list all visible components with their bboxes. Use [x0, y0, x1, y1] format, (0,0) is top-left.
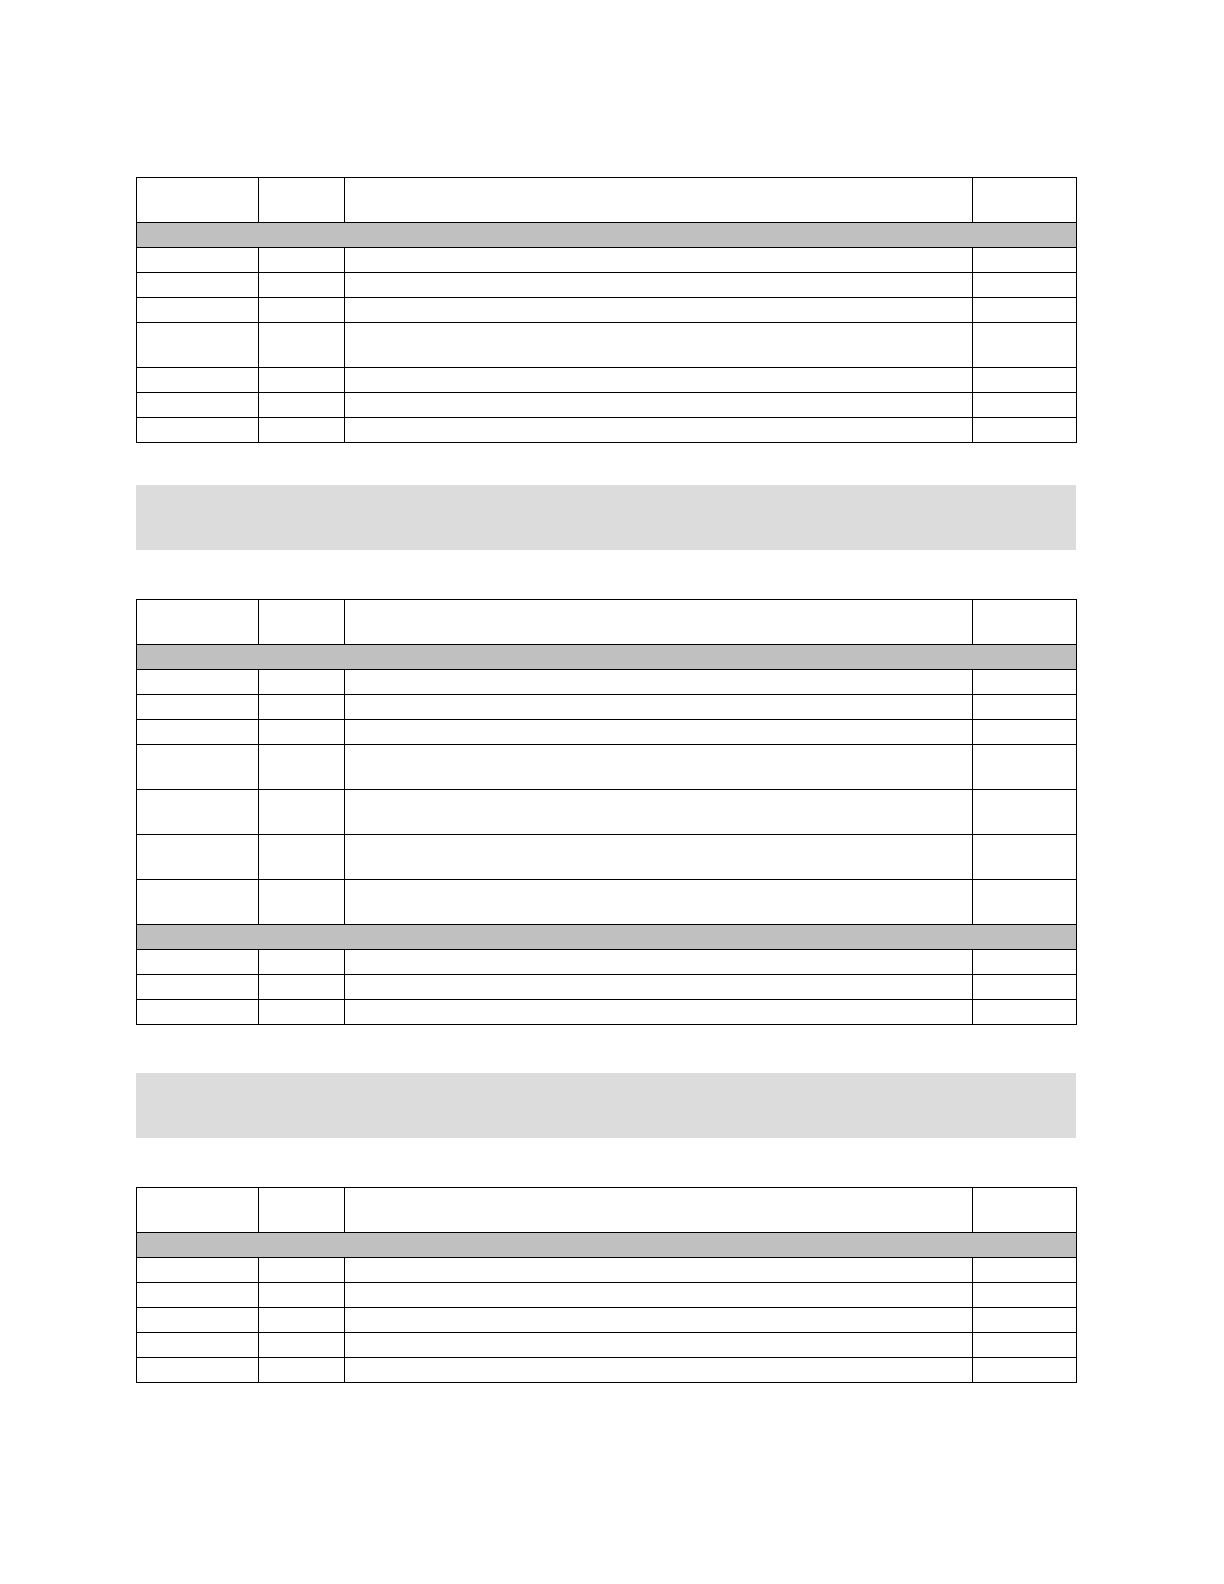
table-cell	[973, 298, 1077, 323]
table-cell	[259, 1358, 345, 1383]
table-cell	[137, 273, 259, 298]
table-row	[137, 248, 1077, 273]
table-3	[136, 1187, 1077, 1383]
table-cell	[259, 790, 345, 835]
table-cell	[259, 745, 345, 790]
table-cell	[259, 720, 345, 745]
table-cell	[137, 1308, 259, 1333]
table-cell	[137, 368, 259, 393]
table-cell	[973, 670, 1077, 695]
table-cell	[973, 695, 1077, 720]
table-cell	[345, 835, 973, 880]
table-header-row	[137, 1188, 1077, 1233]
note-box-1	[136, 485, 1076, 550]
table-cell	[973, 248, 1077, 273]
table-cell	[137, 950, 259, 975]
table-cell	[259, 1258, 345, 1283]
table-cell	[259, 393, 345, 418]
section-header-row	[137, 1233, 1077, 1258]
table-cell	[137, 835, 259, 880]
table-cell	[345, 790, 973, 835]
table-cell	[259, 1333, 345, 1358]
table-cell	[345, 1283, 973, 1308]
table-cell	[259, 695, 345, 720]
table-cell	[137, 695, 259, 720]
table-cell	[137, 1000, 259, 1025]
table-cell	[973, 745, 1077, 790]
section-cell	[137, 223, 1077, 248]
table-cell	[345, 745, 973, 790]
table-cell	[973, 1333, 1077, 1358]
table-cell	[345, 880, 973, 925]
table-cell	[345, 950, 973, 975]
table-row	[137, 880, 1077, 925]
table-cell	[345, 670, 973, 695]
table-cell	[137, 1188, 259, 1233]
table-row	[137, 418, 1077, 443]
table-cell	[137, 418, 259, 443]
table-cell	[973, 1188, 1077, 1233]
table-2	[136, 599, 1077, 1025]
table-cell	[345, 393, 973, 418]
table-cell	[345, 1258, 973, 1283]
table-cell	[345, 1000, 973, 1025]
table-row	[137, 950, 1077, 975]
table-row	[137, 273, 1077, 298]
table-cell	[137, 1333, 259, 1358]
table-cell	[973, 880, 1077, 925]
table-cell	[973, 1308, 1077, 1333]
table-row	[137, 975, 1077, 1000]
section-cell	[137, 645, 1077, 670]
table-cell	[137, 178, 259, 223]
table-cell	[259, 600, 345, 645]
section-header-row	[137, 925, 1077, 950]
note-box-2	[136, 1073, 1076, 1138]
table-row	[137, 1358, 1077, 1383]
table-cell	[137, 323, 259, 368]
table-header-row	[137, 600, 1077, 645]
table-row	[137, 323, 1077, 368]
table-cell	[345, 975, 973, 1000]
section-cell	[137, 1233, 1077, 1258]
table-row	[137, 1333, 1077, 1358]
table-cell	[137, 790, 259, 835]
table-cell	[259, 1000, 345, 1025]
table-cell	[259, 1283, 345, 1308]
table-row	[137, 1283, 1077, 1308]
table-cell	[259, 418, 345, 443]
table-cell	[259, 273, 345, 298]
table-cell	[973, 790, 1077, 835]
table-row	[137, 790, 1077, 835]
table-row	[137, 695, 1077, 720]
section-header-row	[137, 645, 1077, 670]
table-row	[137, 368, 1077, 393]
table-row	[137, 1258, 1077, 1283]
table-cell	[345, 720, 973, 745]
table-cell	[973, 1000, 1077, 1025]
table-row	[137, 835, 1077, 880]
table-row	[137, 1000, 1077, 1025]
table-cell	[973, 950, 1077, 975]
table-cell	[137, 248, 259, 273]
table-cell	[345, 368, 973, 393]
table-cell	[973, 368, 1077, 393]
table-cell	[345, 1188, 973, 1233]
table-row	[137, 393, 1077, 418]
table-cell	[259, 670, 345, 695]
table-cell	[973, 393, 1077, 418]
section-cell	[137, 925, 1077, 950]
table-cell	[137, 670, 259, 695]
table-cell	[973, 178, 1077, 223]
table-1	[136, 177, 1077, 443]
table-cell	[345, 1308, 973, 1333]
table-cell	[973, 273, 1077, 298]
table-cell	[345, 695, 973, 720]
table-cell	[137, 1258, 259, 1283]
table-cell	[345, 298, 973, 323]
table-row	[137, 670, 1077, 695]
table-cell	[259, 368, 345, 393]
table-cell	[345, 178, 973, 223]
table-cell	[345, 273, 973, 298]
table-row	[137, 1308, 1077, 1333]
table-cell	[137, 600, 259, 645]
table-cell	[345, 418, 973, 443]
table-cell	[259, 323, 345, 368]
table-cell	[137, 880, 259, 925]
table-cell	[973, 1283, 1077, 1308]
section-header-row	[137, 223, 1077, 248]
table-cell	[973, 600, 1077, 645]
table-cell	[137, 1358, 259, 1383]
table-cell	[259, 1188, 345, 1233]
table-cell	[259, 835, 345, 880]
table-cell	[345, 600, 973, 645]
table-cell	[973, 323, 1077, 368]
table-cell	[973, 418, 1077, 443]
table-header-row	[137, 178, 1077, 223]
table-cell	[973, 720, 1077, 745]
table-cell	[259, 178, 345, 223]
table-row	[137, 745, 1077, 790]
table-cell	[259, 975, 345, 1000]
table-cell	[973, 1358, 1077, 1383]
table-row	[137, 720, 1077, 745]
table-cell	[345, 1358, 973, 1383]
table-cell	[259, 248, 345, 273]
table-cell	[259, 1308, 345, 1333]
table-cell	[973, 975, 1077, 1000]
table-cell	[137, 745, 259, 790]
table-cell	[345, 248, 973, 273]
table-cell	[973, 835, 1077, 880]
table-cell	[137, 1283, 259, 1308]
table-cell	[137, 975, 259, 1000]
table-cell	[259, 880, 345, 925]
table-cell	[137, 393, 259, 418]
table-cell	[345, 323, 973, 368]
table-cell	[137, 720, 259, 745]
table-cell	[345, 1333, 973, 1358]
table-cell	[973, 1258, 1077, 1283]
table-cell	[259, 298, 345, 323]
table-cell	[259, 950, 345, 975]
table-cell	[137, 298, 259, 323]
table-row	[137, 298, 1077, 323]
